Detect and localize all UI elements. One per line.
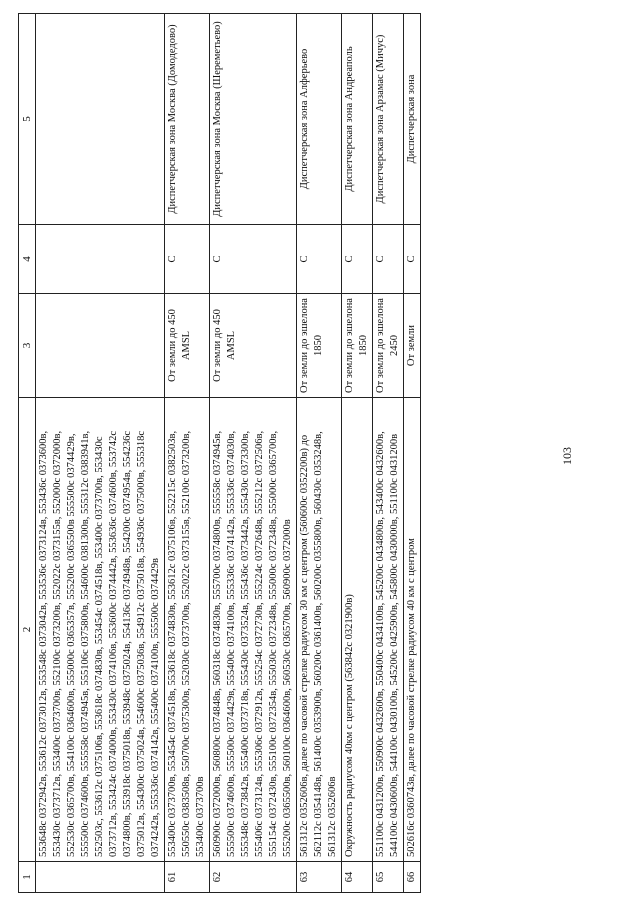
altitude-cell: От земли до эшелона 2450	[373, 294, 404, 398]
zone-name-cell: Диспетчерская зона Москва (Домодедово)	[165, 14, 210, 225]
header-col-1: 1	[19, 862, 36, 893]
altitude-cell	[36, 294, 165, 398]
row-number: 62	[210, 862, 297, 893]
header-col-4: 4	[19, 225, 36, 294]
altitude-cell: От земли до эшелона 1850	[297, 294, 342, 398]
header-col-5: 5	[19, 14, 36, 225]
page-number: 103	[560, 447, 574, 465]
class-cell: C	[373, 225, 404, 294]
table-row	[297, 14, 342, 893]
altitude-cell: От земли до 450 AMSL	[165, 294, 210, 398]
class-cell	[36, 225, 165, 294]
zone-name-cell: Диспетчерская зона Алферьево	[297, 14, 342, 225]
zone-name-cell	[36, 14, 165, 225]
table-row	[210, 14, 297, 893]
table-row	[404, 14, 421, 893]
header-row	[19, 14, 36, 893]
row-number: 61	[165, 862, 210, 893]
altitude-cell: От земли	[404, 294, 421, 398]
row-number: 65	[373, 862, 404, 893]
coordinates-cell: 502616с 0360743в, далее по часовой стрелке радиусом 40 км с центром	[404, 398, 421, 862]
coordinates-cell: Окружность радиусом 40км с центром (563842с 0321900в)	[342, 398, 373, 862]
coordinates-cell: 553400с 0373700в, 553454с 0374518в, 553618с 0374830в, 553612с 0375106в, 552215с 0382503в, 550550с 0383508в, 550700с 0375300в, 552030с 0373700в, 552022с 0373155в, 552100с 0373200в, 553400с 0373700в	[165, 398, 210, 862]
class-cell: C	[404, 225, 421, 294]
zone-name-cell: Диспетчерская зона Андреаполь	[342, 14, 373, 225]
zone-name-cell: Диспетчерская зона Москва (Шереметьево)	[210, 14, 297, 225]
table-row	[342, 14, 373, 893]
row-number: 66	[404, 862, 421, 893]
coordinates-cell: 553648с 0372942в, 553612с 0373012в, 553548с 0373042в, 553536с 0373124в, 553436с 0373600в, 553430с 0373712в, 553400с 0373700в, 552100с 0373200в, 552022с 0373155в, 552000с 0372000в, 552530с 0365700в, 554100с 0364600в, 555000с 0365357в, 555200с 0365500в 555500с 0374429в, 555500с 0374600в, 555558с 0374945в, 555106с 0375800в, 554600с 0381300в, 555312с 0383941в, 552503с, 553612с 0375106в, 553618с 0374830в, 553454с 0374518в, 553400с 0373700в, 553430с 0373712в, 553424с 0374000в, 553430с 0374106в, 553600с 0374442в, 553636с 0374600в, 553742с 0374800в, 553918с 0375018в, 553948с 0375024в, 554136с 0374948в, 554200с 0374954в, 554236с 0375012в, 554300с 0375024в, 554600с 0375036в, 554912с 0375018в, 554936с 0375000в, 555318с 0374242в, 555336с 0374142в, 555400с 0374100в, 555500с 0374429в	[36, 398, 165, 862]
row-number: 63	[297, 862, 342, 893]
header-col-3: 3	[19, 294, 36, 398]
class-cell: C	[342, 225, 373, 294]
class-cell: C	[297, 225, 342, 294]
class-cell: C	[210, 225, 297, 294]
table-row	[165, 14, 210, 893]
altitude-cell: От земли до 450 AMSL	[210, 294, 297, 398]
row-number: 64	[342, 862, 373, 893]
coordinates-cell: 561312с 0352606в, далее по часовой стрелке радиусом 30 км с центром (560600с 0352200в) до 562112с 0354148в, 561400с 0353900в, 560200с 0361400в, 560200с 0355800в, 560430с 0353248в, 561312с 0352606в	[297, 398, 342, 862]
table-row	[373, 14, 404, 893]
row-number	[36, 862, 165, 893]
airspace-table	[18, 13, 421, 893]
coordinates-cell: 560900с 0372000в, 560800с 0374848в, 560318с 0374830в, 555700с 0374800в, 555558с 0374945в, 555500с 0374600в, 555500с 0374429в, 555400с 0374100в, 555336с 0374142в, 555336с 0374030в, 555348с 0373842в, 555400с 0373718в, 555430с 0373524в, 555436с 0373442в, 555430с 0373300в, 555406с 0373124в, 555306с 0372912в, 555254с 0372730в, 555224с 0372648в, 555212с 0372506в, 555154с 0372430в, 555100с 0372354в, 555030с 0372348в, 555000с 0372348в, 555000с 0365700в, 555200с 0365500в, 560100с 0364600в, 560530с 0365700в, 560900с 0372000в	[210, 398, 297, 862]
table-row	[36, 14, 165, 893]
zone-name-cell: Диспетчерская зона	[404, 14, 421, 225]
zone-name-cell: Диспетчерская зона Арзамас (Мичус)	[373, 14, 404, 225]
altitude-cell: От земли до эшелона 1850	[342, 294, 373, 398]
header-col-2: 2	[19, 398, 36, 862]
coordinates-cell: 551100с 0431200в, 550900с 0432600в, 550400с 0434100в, 545200с 0434800в, 543400с 0432600в, 544100с 0430600в, 544100с 0430100в, 545200с 0425900в, 545800с 0430000в, 551100с 0431200в	[373, 398, 404, 862]
class-cell: C	[165, 225, 210, 294]
